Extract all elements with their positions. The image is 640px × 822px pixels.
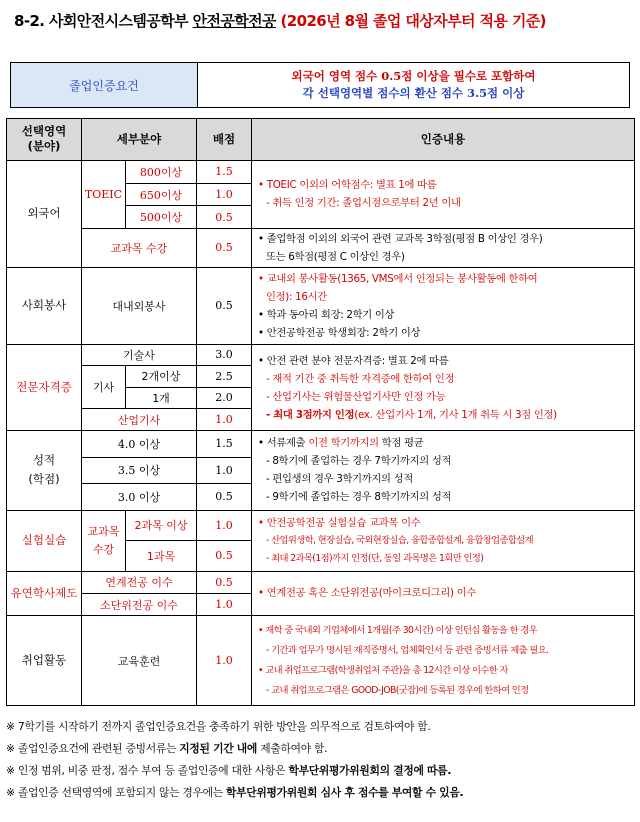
content-line: • 안전공학전공 학생회장: 2학기 이상 <box>258 326 421 339</box>
content-line: • 연계전공 혹은 소단위전공(마이크로디그리) 이수 <box>258 587 477 600</box>
practice-level: 1과목 <box>126 541 197 572</box>
grade-score: 1.0 <box>197 457 252 483</box>
content-line: • 교내 취업프로그램(학생취업처 주관)을 총 12시간 이상 이수한 자 <box>258 664 508 676</box>
content-line: - 산업위생학, 현장실습, 국외현장실습, 융합종합설계, 융합창업종합설계 <box>266 534 533 546</box>
page-title <box>14 10 634 34</box>
department-name: 안전공학전공 <box>192 12 276 30</box>
footer-note-1: ※ 7학기를 시작하기 전까지 졸업인증요건을 충족하기 위한 방안을 의무적으로 검토하여야 함. <box>6 720 431 733</box>
area-foreign: 외국어 <box>7 160 82 267</box>
toeic-level: 800이상 <box>126 160 197 183</box>
content-line: - 교내 취업프로그램은 GOOD-JOB(굿잡)에 등록된 경우에 한하여 인정 <box>266 684 529 696</box>
employment-score: 1.0 <box>197 616 252 706</box>
table-row <box>7 616 635 706</box>
grades-content <box>252 431 635 510</box>
industrial-score: 1.0 <box>197 408 252 430</box>
toeic-content <box>252 160 635 228</box>
toeic-score: 0.5 <box>197 206 252 228</box>
table-row <box>7 431 635 457</box>
note-text: ※ 졸업인증요건에 관련된 증빙서류는 <box>6 742 180 755</box>
table-row <box>7 228 635 267</box>
content-line: - 재적 기간 중 취득한 자격증에 한하여 인정 <box>266 372 455 385</box>
area-certificate: 전문자격증 <box>7 344 82 430</box>
school-name: 사회안전시스템공학부 <box>49 12 188 30</box>
content-emphasis: 이전 학기까지의 <box>308 437 379 450</box>
flexible-score: 0.5 <box>197 571 252 593</box>
content-line: - 8학기에 졸업하는 경우 7학기까지의 성적 <box>266 455 452 468</box>
content-line: - 편입생의 경우 3학기까지의 성적 <box>266 473 413 486</box>
service-sub: 대내외봉사 <box>82 267 197 344</box>
toeic-score: 1.0 <box>197 184 252 206</box>
practice-content <box>252 510 635 571</box>
content-line: • 학과 동아리 회장: 2학기 이상 <box>258 308 395 321</box>
service-score: 0.5 <box>197 267 252 344</box>
area-employment: 취업활동 <box>7 616 82 706</box>
table-row <box>7 510 635 541</box>
table-row <box>7 160 635 183</box>
content-line: - 기간과 업무가 명시된 재직증명서, 업체확인서 등 관련 증빙서류 제출 필요. <box>266 644 549 656</box>
content-line: • 안전 관련 분야 전문자격증: 별표 2에 따름 <box>258 354 449 367</box>
certification-table <box>6 118 635 706</box>
toeic-level: 650이상 <box>126 184 197 206</box>
area-service: 사회봉사 <box>7 267 82 344</box>
flexible-content <box>252 571 635 616</box>
employment-sub: 교육훈련 <box>82 616 197 706</box>
practice-sub-label: 교과목 수강 <box>82 510 126 571</box>
course-content <box>252 228 635 267</box>
content-line: • 안전공학전공 실험실습 교과목 이수 <box>258 516 421 529</box>
course-label: 교과목 수강 <box>82 228 197 267</box>
certificate-content <box>252 344 635 430</box>
course-score: 0.5 <box>197 228 252 267</box>
footer-note-4 <box>6 782 634 804</box>
note-emphasis: 지정된 기간 내에 <box>179 742 258 755</box>
note-text: ※ 졸업인증 선택영역에 포함되지 않는 경우에는 <box>6 786 227 799</box>
employment-content <box>252 616 635 706</box>
content-line: - 9학기에 졸업하는 경우 8학기까지의 성적 <box>266 491 452 504</box>
practice-score: 0.5 <box>197 541 252 572</box>
content-line <box>258 434 634 452</box>
content-part: • 서류제출 <box>258 437 309 450</box>
content-detail: (ex. 산업기사 1개, 기사 1개 취득 시 3점 인정) <box>354 408 557 421</box>
flexible-score: 1.0 <box>197 593 252 615</box>
footer-notes <box>6 716 634 804</box>
footer-note-2 <box>6 738 634 760</box>
table-row <box>7 267 635 344</box>
grade-level: 3.5 이상 <box>82 457 197 483</box>
content-line <box>258 406 634 424</box>
header-content: 인증내용 <box>252 119 635 161</box>
header-score: 배점 <box>197 119 252 161</box>
tech-master-score: 3.0 <box>197 344 252 365</box>
summary-text <box>198 63 630 108</box>
header-area: 선택영역 (분야) <box>7 119 82 161</box>
summary-label: 졸업인증요건 <box>11 63 198 108</box>
footer-note-3 <box>6 760 634 782</box>
grade-score: 1.5 <box>197 431 252 457</box>
content-line: • 졸업학점 이외의 외국어 관련 교과목 3학점(평점 B 이상인 경우) <box>258 232 543 245</box>
engineer-label: 기사 <box>82 366 126 409</box>
flexible-level: 연계전공 이수 <box>82 571 197 593</box>
note-text: ※ 인정 범위, 비중 판정, 점수 부여 등 졸업인증에 대한 사항은 <box>6 764 289 777</box>
toeic-score: 1.5 <box>197 160 252 183</box>
table-header-row <box>7 119 635 161</box>
grade-level: 3.0 이상 <box>82 484 197 510</box>
summary-line-1: 외국어 영역 점수 0.5점 이상을 필수로 포함하여 <box>291 69 536 83</box>
content-line: • 교내외 봉사활동(1365, VMS에서 인정되는 봉사활동에 한하여 <box>258 272 538 285</box>
grades-title: 성적 <box>32 453 56 468</box>
section-number: 8-2. <box>14 12 45 30</box>
content-line: 인정): 16시간 <box>266 290 327 303</box>
content-line: - 최대 2과목(1점)까지 인정(단, 동일 과목명은 1회만 인정) <box>266 552 484 564</box>
table-row <box>7 344 635 365</box>
industrial-label: 산업기사 <box>82 408 197 430</box>
content-line: - 취득 인정 기간: 졸업시점으로부터 2년 이내 <box>266 197 461 210</box>
engineer-score: 2.0 <box>197 387 252 408</box>
content-part: 학점 평균 <box>378 437 424 450</box>
engineer-level: 2개이상 <box>126 366 197 387</box>
header-subfield: 세부분야 <box>82 119 197 161</box>
area-flexible: 유연학사제도 <box>7 571 82 616</box>
note-text: 제출하여야 함. <box>257 742 328 755</box>
practice-level: 2과목 이상 <box>126 510 197 541</box>
note-emphasis: 학부단위평가위원회 심사 후 점수를 부여할 수 있음. <box>226 786 464 799</box>
engineer-score: 2.5 <box>197 366 252 387</box>
content-line: • 재학 중 국내외 기업체에서 1개월(주 30시간) 이상 인턴십 활동을 한 경우 <box>258 624 538 636</box>
tech-master-label: 기술사 <box>82 344 197 365</box>
area-practice: 실험실습 <box>7 510 82 571</box>
note-emphasis: 학부단위평가위원회의 결정에 따름. <box>288 764 452 777</box>
toeic-label: TOEIC <box>82 160 126 228</box>
grade-score: 0.5 <box>197 484 252 510</box>
service-content <box>252 267 635 344</box>
practice-score: 1.0 <box>197 510 252 541</box>
requirement-summary <box>10 62 630 108</box>
summary-line-2: 각 선택영역별 점수의 환산 점수 3.5점 이상 <box>302 86 525 100</box>
flexible-level: 소단위전공 이수 <box>82 593 197 615</box>
content-emphasis: - 최대 3점까지 인정 <box>266 408 355 421</box>
content-line: • TOEIC 이외의 어학점수: 별표 1에 따름 <box>258 179 437 192</box>
area-grades <box>7 431 82 510</box>
grades-subtitle: (학점) <box>28 472 60 487</box>
toeic-level: 500이상 <box>126 206 197 228</box>
title-note: (2026년 8월 졸업 대상자부터 적용 기준) <box>280 12 546 30</box>
table-row <box>7 571 635 593</box>
engineer-level: 1개 <box>126 387 197 408</box>
content-line: - 산업기사는 위험물산업기사만 인정 가능 <box>266 390 446 403</box>
content-line: 또는 6학점(평점 C 이상인 경우) <box>266 250 405 263</box>
grade-level: 4.0 이상 <box>82 431 197 457</box>
